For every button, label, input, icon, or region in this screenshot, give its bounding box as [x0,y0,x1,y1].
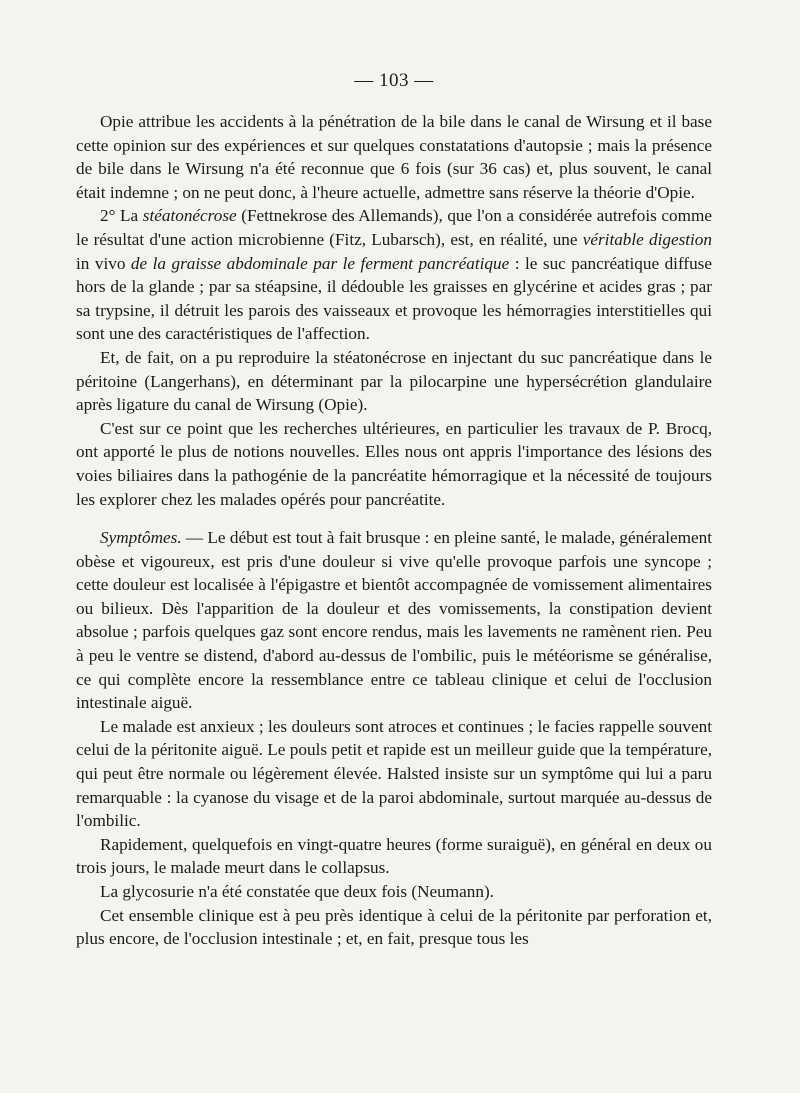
body-text [76,110,712,951]
text-segment: — Le début est tout à fait brusque : en pleine santé, le malade, généralement obèse et vigoureux, est pris d'une douleur si vive qu'elle provoque parfois une syncope ; cette douleur est localisée à l'épigastre et bientôt accompagnée de vomissement alimentaires ou bilieux. Dès l'apparition de la douleur et des vomissements, la constipation devient absolue ; parfois quelques gaz sont encore rendus, mais les lavements ne ramènent rien. Peu à peu le ventre se distend, d'abord au-dessus de l'ombilic, puis le météorisme se généralise, ce qui complète encore la ressemblance entre ce tableau clinique et celui de l'occlusion intestinale aiguë. [76,528,712,713]
text-segment: Et, de fait, on a pu reproduire la stéatonécrose en injectant du suc pancréatique dans le péritoine (Langerhans), en déterminant par la pilocarpine une hypersécrétion glandulaire après ligature du canal de Wirsung (Opie). [76,347,712,415]
italic-text: Symptômes. [100,528,182,548]
paragraph-p7 [76,833,712,880]
italic-text: véritable digestion [582,229,712,249]
text-segment: : le suc pancréatique diffuse hors de la glande ; par sa stéapsine, il dédouble les graisses en glycérine et acides gras ; par sa trypsine, il détruit les parois des vaisseaux et provoque les hémorragies interstitielles qui sont une des caractéristiques de l'affection. [76,253,712,344]
page-number: — 103 — [354,70,434,91]
paragraph-p3 [76,346,712,417]
paragraph-p5 [76,526,712,715]
paragraph-p2 [76,204,712,346]
paragraph-p8 [76,880,712,904]
text-segment: Rapidement, quelquefois en vingt-quatre heures (forme suraiguë), en général en deux ou trois jours, le malade meurt dans le collapsus. [76,834,712,878]
paragraph-p6 [76,715,712,833]
text-segment: C'est sur ce point que les recherches ultérieures, en particulier les travaux de P. Brocq, ont apporté le plus de notions nouvelles. Elles nous ont appris l'importance des lésions des voies biliaires dans la pathogénie de la pancréatite hémorragique et la nécessité de toujours les explorer chez les malades opérés pour pancréatite. [76,418,712,509]
text-segment: Cet ensemble clinique est à peu près identique à celui de la péritonite par perforation et, plus encore, de l'occlusion intestinale ; et, en fait, presque tous les [76,905,712,949]
text-segment: (Fettnekrose des Allemands), que l'on a considérée autrefois comme le résultat d'une action microbienne (Fitz, Lubarsch), est, en réalité, une [76,206,712,249]
paragraph-p4 [76,417,712,511]
text-segment: in vivo [76,253,131,273]
italic-text: stéatonécrose [142,206,237,226]
paragraph-p1 [76,110,712,204]
text-segment: Opie attribue les accidents à la pénétration de la bile dans le canal de Wirsung et il base cette opinion sur des expériences et sur quelques constatations d'autopsie ; mais la présence de bile dans le Wirsung n'a été reconnue que 6 fois (sur 36 cas) et, plus souvent, le canal était indemne ; on ne peut donc, à l'heure actuelle, admettre sans réserve la théorie d'Opie. [76,112,712,202]
text-segment: Le malade est anxieux ; les douleurs sont atroces et continues ; le facies rappelle souvent celui de la péritonite aiguë. Le pouls petit et rapide est un meilleur guide que la température, qui peut être normale ou légèrement élevée. Halsted insiste sur un symptôme qui lui a paru remarquable : la cyanose du visage et de la paroi abdominale, surtout marquée au-dessus de l'ombilic. [76,716,712,831]
paragraph-p9 [76,904,712,951]
text-segment: La glycosurie n'a été constatée que deux fois (Neumann). [100,882,494,901]
italic-text: de la graisse abdominale par le ferment pancréatique [130,253,510,273]
text-segment: 2° La [100,206,143,226]
